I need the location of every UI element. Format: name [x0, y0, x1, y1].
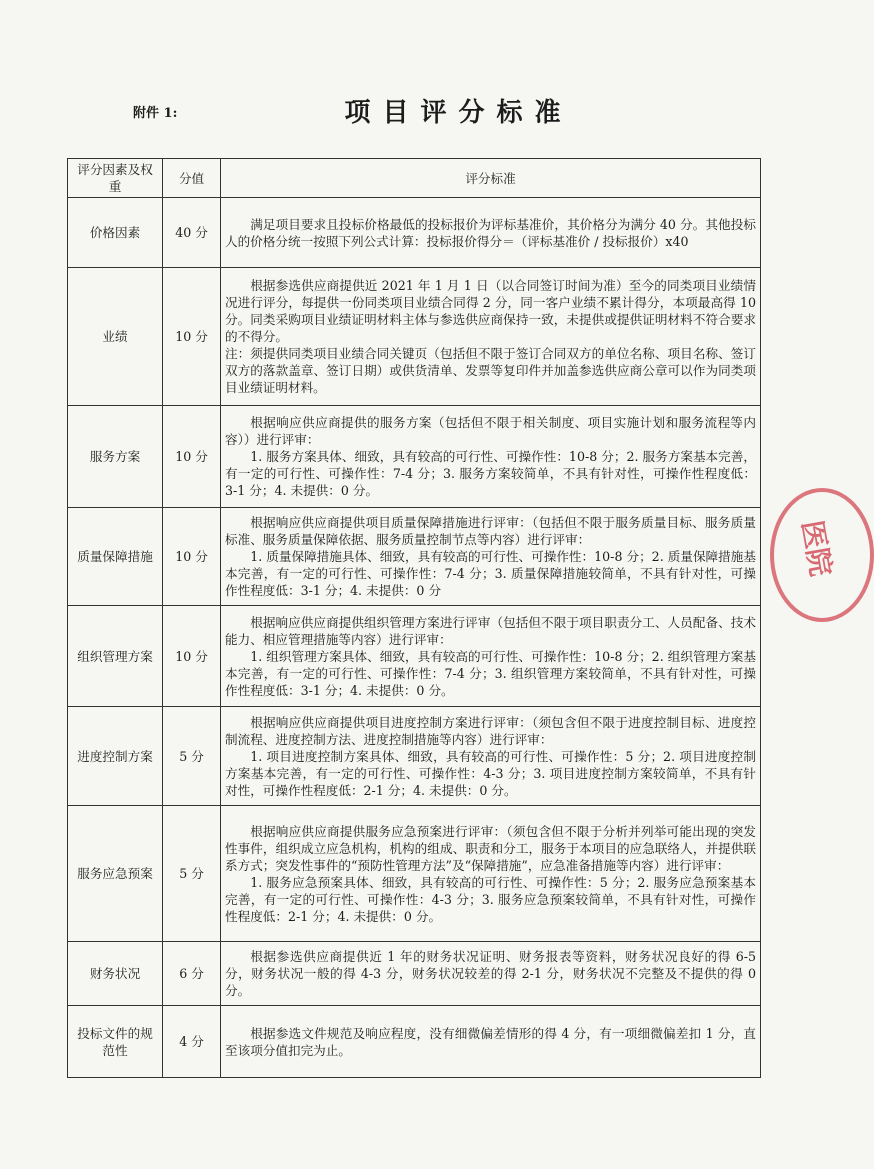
criteria-text: 根据参选供应商提供近 2021 年 1 月 1 日（以合同签订时间为准）至今的同类项目业绩情况进行评分，每提供一份同类项目业绩合同得 2 分，同一客户业绩不累计得分，本项最高得 10 分。同类采购项目业绩证明材料主体与参选供应商保持一致，未提供或提供证明材料不符合要求的不得分。: [225, 278, 756, 344]
table-row: [68, 268, 761, 406]
factor-cell: 组织管理方案: [68, 606, 163, 707]
criteria-text: 根据参选供应商提供近 1 年的财务状况证明、财务报表等资料，财务状况良好的得 6-5 分，财务状况一般的得 4-3 分，财务状况较差的得 2-1 分，财务状况不完整及不提供的得 0 分。: [225, 949, 756, 998]
score-cell: 40 分: [163, 198, 221, 268]
table-row: [68, 198, 761, 268]
criteria-text: 根据参选文件规范及响应程度，没有细微偏差情形的得 4 分，有一项细微偏差扣 1 分，直至该项分值扣完为止。: [225, 1025, 756, 1058]
criteria-cell: [221, 508, 761, 606]
criteria-cell: [221, 198, 761, 268]
header-factor: 评分因素及权重: [68, 159, 163, 198]
criteria-cell: [221, 942, 761, 1006]
score-cell: 10 分: [163, 268, 221, 406]
criteria-cell: [221, 406, 761, 508]
criteria-text: 根据响应供应商提供服务应急预案进行评审：（须包含但不限于分析并列举可能出现的突发性事件，组织成立应急机构，机构的组成、职责和分工，服务于本项目的应急联络人，并提供联系方式；突发性事件的“预防性管理方法”及“保障措施”，应急准备措施等内容）进行评审：: [225, 823, 756, 873]
criteria-cell: [221, 1006, 761, 1078]
criteria-text: 1. 服务应急预案具体、细致，具有较高的可行性、可操作性：5 分；2. 服务应急预案基本完善，有一定的可行性、可操作性：4-3 分；3. 服务应急预案较简单，不具有针对性，可操作性程度低：2-1 分；4. 未提供：0 分。: [225, 874, 756, 924]
table-row: [68, 1006, 761, 1078]
table-row: [68, 942, 761, 1006]
criteria-text: 满足项目要求且投标价格最低的投标报价为评标基准价，其价格分为满分 40 分。其他投标人的价格分统一按照下列公式计算：投标报价得分＝（评标基准价 / 投标报价）x40: [225, 216, 756, 249]
criteria-note: 注：须提供同类项目业绩合同关键页（包括但不限于签订合同双方的单位名称、项目名称、签订双方的落款盖章、签订日期）或供货清单、发票等复印件并加盖参选供应商公章可以作为同类项目业绩证明材料。: [225, 346, 756, 395]
factor-cell: 服务方案: [68, 406, 163, 508]
criteria-cell: [221, 806, 761, 942]
header-criteria: 评分标准: [221, 159, 761, 198]
table-row: [68, 806, 761, 942]
score-cell: 10 分: [163, 508, 221, 606]
score-cell: 6 分: [163, 942, 221, 1006]
table-row: [68, 406, 761, 508]
table-header-row: [68, 159, 761, 198]
criteria-cell: [221, 606, 761, 707]
factor-cell: 业绩: [68, 268, 163, 406]
score-cell: 5 分: [163, 806, 221, 942]
factor-cell: 价格因素: [68, 198, 163, 268]
criteria-text: 根据响应供应商提供项目质量保障措施进行评审：（包括但不限于服务质量目标、服务质量标准、服务质量保障依据、服务质量控制节点等内容）进行评审：: [225, 515, 756, 547]
page-title: 项目评分标准: [344, 98, 573, 128]
score-cell: 4 分: [163, 1006, 221, 1078]
score-cell: 5 分: [163, 707, 221, 806]
seal-stamp-text: 医院: [795, 517, 838, 579]
table-row: [68, 508, 761, 606]
criteria-cell: [221, 707, 761, 806]
criteria-text: 根据响应供应商提供的服务方案（包括但不限于相关制度、项目实施计划和服务流程等内容））进行评审：: [225, 415, 756, 447]
factor-cell: 投标文件的规范性: [68, 1006, 163, 1078]
criteria-text: 1. 项目进度控制方案具体、细致，具有较高的可行性、可操作性：5 分；2. 项目进度控制方案基本完善，有一定的可行性、可操作性：4-3 分；3. 项目进度控制方案较简单，不具有针对性，可操作性程度低：2-1 分；4. 未提供：0 分。: [225, 748, 756, 798]
table-row: [68, 707, 761, 806]
factor-cell: 进度控制方案: [68, 707, 163, 806]
factor-cell: 财务状况: [68, 942, 163, 1006]
criteria-text: 1. 服务方案具体、细致，具有较高的可行性、可操作性：10-8 分；2. 服务方案基本完善，有一定的可行性、可操作性：7-4 分；3. 服务方案较简单，不具有针对性，可操作性程度低：3-1 分；4. 未提供：0 分。: [225, 449, 756, 498]
criteria-cell: [221, 268, 761, 406]
attachment-label: 附件 1:: [133, 106, 178, 121]
table-row: [68, 606, 761, 707]
criteria-text: 1. 组织管理方案具体、细致，具有较高的可行性、可操作性：10-8 分；2. 组织管理方案基本完善，有一定的可行性、可操作性：7-4 分；3. 组织管理方案较简单，不具有针对性，可操作性程度低：3-1 分；4. 未提供：0 分。: [225, 648, 756, 698]
factor-cell: 服务应急预案: [68, 806, 163, 942]
criteria-text: 根据响应供应商提供项目进度控制方案进行评审：（须包含但不限于进度控制目标、进度控制流程、进度控制方法、进度控制措施等内容）进行评审：: [225, 714, 756, 747]
header-score: 分值: [163, 159, 221, 198]
scoring-table: [67, 158, 761, 1078]
score-cell: 10 分: [163, 606, 221, 707]
criteria-text: 根据响应供应商提供组织管理方案进行评审（包括但不限于项目职责分工、人员配备、技术能力、相应管理措施等内容）进行评审：: [225, 614, 756, 647]
factor-cell: 质量保障措施: [68, 508, 163, 606]
score-cell: 10 分: [163, 406, 221, 508]
criteria-text: 1. 质量保障措施具体、细致，具有较高的可行性、可操作性：10-8 分；2. 质量保障措施基本完善，有一定的可行性、可操作性：7-4 分；3. 质量保障措施较简单，不具有针对性，可操作性程度低：3-1 分；4. 未提供：0 分: [225, 549, 756, 598]
